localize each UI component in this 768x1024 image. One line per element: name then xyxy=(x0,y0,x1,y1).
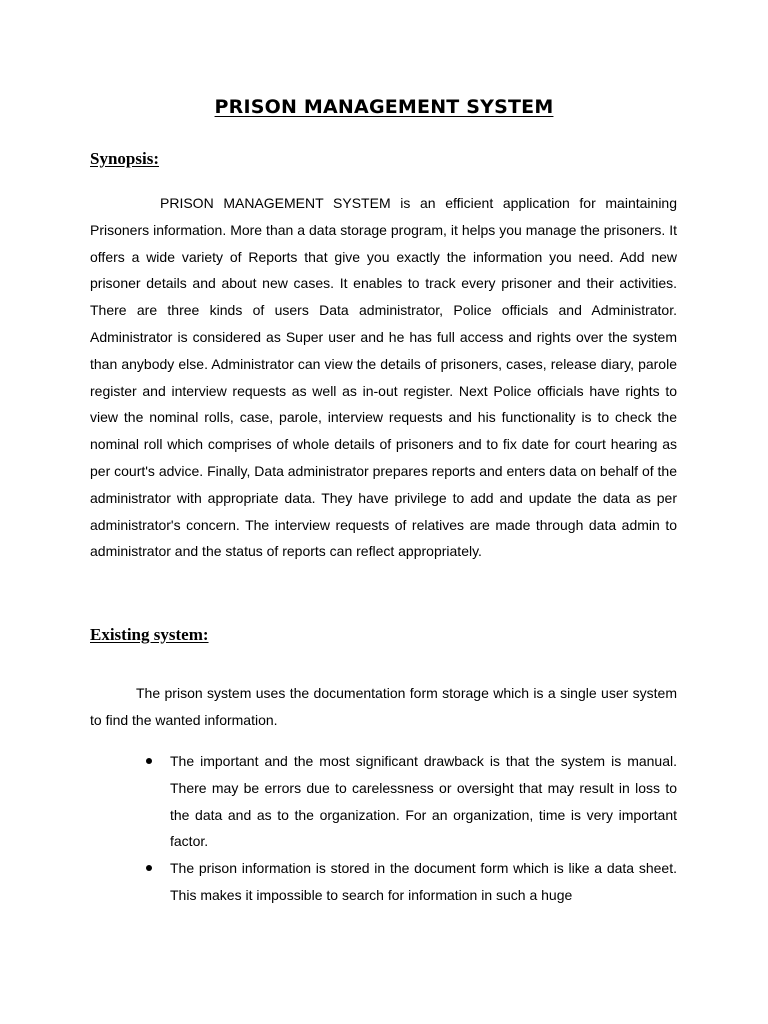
bullet-icon xyxy=(146,758,152,764)
list-item-text: The prison information is stored in the document form which is like a data sheet. This makes it impossible to search for information in such a huge xyxy=(170,860,677,903)
drawbacks-list xyxy=(170,748,677,909)
synopsis-paragraph: PRISON MANAGEMENT SYSTEM is an efficient application for maintaining Prisoners information. More than a data storage program, it helps you manage the prisoners. It offers a wide variety of Reports that give you exactly the information you need. Add new prisoner details and about new cases. It enables to track every prisoner and their activities. There are three kinds of users Data administrator, Police officials and Administrator. Administrator is considered as Super user and he has full access and rights over the system than anybody else. Administrator can view the details of prisoners, cases, release diary, parole register and interview requests as well as in-out register. Next Police officials have rights to view the nominal rolls, case, parole, interview requests and his functionality is to check the nominal roll which comprises of whole details of prisoners and to fix date for court hearing as per court's advice. Finally, Data administrator prepares reports and enters data on behalf of the administrator with appropriate data. They have privilege to add and update the data as per administrator's concern. The interview requests of relatives are made through data admin to administrator and the status of reports can reflect appropriately. xyxy=(90,195,677,560)
synopsis-heading: Synopsis: xyxy=(90,149,159,168)
list-item-text: The important and the most significant drawback is that the system is manual. There may be errors due to carelessness or oversight that may result in loss to the data and as to the organization. For an organization, time is very important factor. xyxy=(170,753,677,850)
list-item xyxy=(170,855,677,909)
document-title: PRISON MANAGEMENT SYSTEM xyxy=(214,96,554,118)
bullet-icon xyxy=(146,865,152,871)
existing-system-paragraph: The prison system uses the documentation form storage which is a single user system to find the wanted information. xyxy=(90,685,677,728)
list-item xyxy=(170,748,677,855)
existing-system-heading: Existing system: xyxy=(90,625,209,644)
